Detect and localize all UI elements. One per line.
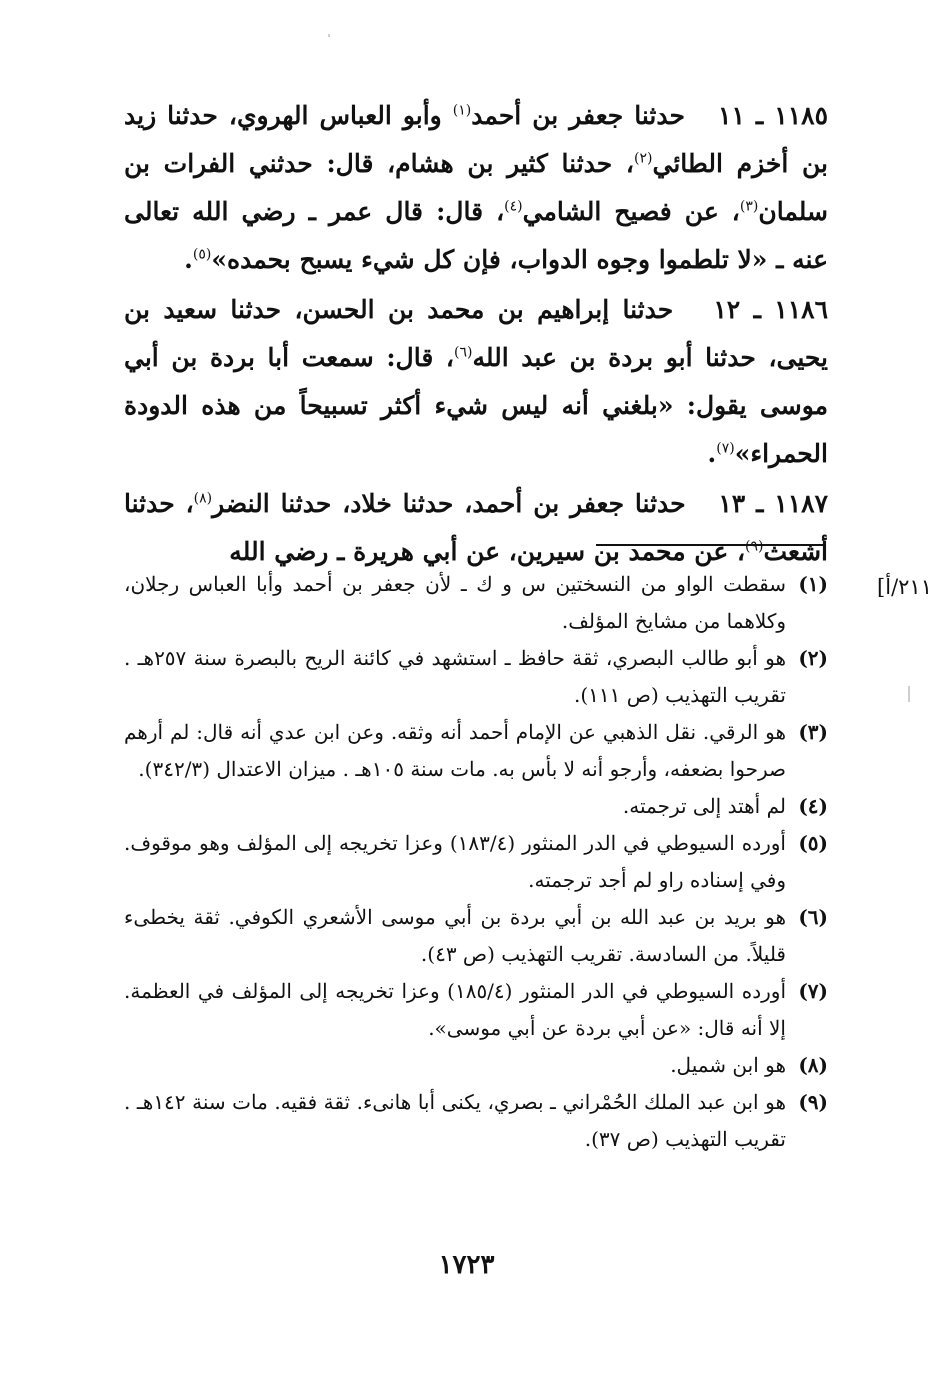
footnote-marker: (١)	[452, 102, 472, 119]
footnote-number: (١)	[798, 572, 828, 596]
hadith-paragraph	[124, 286, 828, 478]
text-segment: ، عن فصيح الشامي	[522, 197, 740, 226]
hadith-number: ١١٨٧ ـ ١٣	[718, 489, 829, 518]
text-segment: وأبو العباس الهروي، حدثنا زيد بن أخزم الطائي	[124, 101, 828, 178]
footnotes	[124, 566, 828, 1158]
footnote-marker: (٢)	[634, 150, 653, 167]
text-segment: ، قال: سمعت أبا بردة بن أبي موسى يقول: «بلغني أنه ليس شيء أكثر تسبيحاً من هذه الدودة الحمراء»	[124, 343, 828, 468]
footnote-number: (٥)	[798, 831, 828, 855]
footnote-separator	[596, 544, 824, 546]
footnote-item	[124, 899, 828, 973]
footnote-number: (٩)	[798, 1090, 828, 1114]
scan-mark	[908, 686, 910, 702]
footnote-item	[124, 1047, 828, 1084]
footnote-text: هو ابن شميل.	[670, 1053, 786, 1077]
footnote-marker: (٥)	[192, 246, 212, 263]
page-number: ١٧٢٣	[438, 1250, 495, 1280]
footnote-text: هو بريد بن عبد الله بن أبي بردة بن أبي موسى الأشعري الكوفي. ثقة يخطىء قليلاً. من السادسة. تقريب التهذيب (ص ٤٣).	[124, 905, 786, 966]
footnote-number: (٨)	[798, 1053, 828, 1077]
footnote-item	[124, 566, 828, 640]
footnote-text: هو ابن عبد الملك الحُمْراني ـ بصري، يكنى أبا هانىء. ثقة فقيه. مات سنة ١٤٢هـ . تقريب التهذيب (ص ٣٧).	[124, 1090, 786, 1151]
text-segment: ، حدثنا أشعث	[124, 489, 828, 566]
footnote-text: سقطت الواو من النسختين س و ك ـ لأن جعفر بن أحمد وأبا العباس رجلان، وكلاهما من مشايخ المؤلف.	[124, 572, 786, 633]
footnote-item	[124, 973, 828, 1047]
footnote-marker: (٦)	[453, 344, 473, 361]
footnote-marker: (٨)	[193, 490, 213, 507]
footnote-number: (٦)	[798, 905, 828, 929]
footnote-marker: (٤)	[504, 198, 523, 215]
footnote-text: أورده السيوطي في الدر المنثور (١٨٥/٤) وعزا تخريجه إلى المؤلف في العظمة. إلا أنه قال: «عن أبي بردة عن أبي موسى».	[124, 979, 786, 1040]
footnote-text: هو أبو طالب البصري، ثقة حافظ ـ استشهد في كائنة الريح بالبصرة سنة ٢٥٧هـ . تقريب التهذيب (ص ١١١).	[124, 646, 786, 707]
hadith-number: ١١٨٦ ـ ١٢	[713, 295, 828, 324]
hadith-paragraph	[124, 92, 828, 284]
hadith-number: ١١٨٥ ـ ١١	[718, 101, 829, 130]
footnote-item	[124, 788, 828, 825]
footnote-marker: (٣)	[739, 198, 759, 215]
main-text	[124, 92, 828, 578]
footnote-text: هو الرقي. نقل الذهبي عن الإمام أحمد أنه وثقه. وعن ابن عدي أنه قال: لم أرهم صرحوا بضعفه، وأرجو أنه لا بأس به. مات سنة ١٠٥هـ . ميزان الاعتدال (٣٤٢/٣).	[124, 720, 786, 781]
text-segment: .	[707, 439, 717, 468]
manuscript-folio-note: ٢١١/أ]	[877, 575, 932, 599]
footnote-item	[124, 825, 828, 899]
scan-mark	[328, 34, 330, 37]
footnote-item	[124, 1084, 828, 1158]
footnote-number: (٣)	[798, 720, 828, 744]
text-segment: حدثنا إبراهيم بن محمد بن الحسن، حدثنا سعيد بن يحيى، حدثنا أبو بردة بن عبد الله	[124, 295, 828, 372]
text-segment: حدثنا جعفر بن أحمد	[471, 101, 685, 130]
text-segment: .	[184, 245, 193, 274]
footnote-number: (٧)	[798, 979, 828, 1003]
footnote-text: لم أهتد إلى ترجمته.	[622, 794, 786, 818]
footnote-text: أورده السيوطي في الدر المنثور (١٨٣/٤) وعزا تخريجه إلى المؤلف وهو موقوف. وفي إسناده راو لم أجد ترجمته.	[124, 831, 786, 892]
footnote-item	[124, 714, 828, 788]
text-segment: ، قال: قال عمر ـ رضي الله تعالى عنه ـ «لا تلطموا وجوه الدواب، فإن كل شيء يسبح بحمده»	[124, 197, 828, 274]
footnote-item	[124, 640, 828, 714]
footnote-marker: (٧)	[716, 440, 735, 457]
footnote-number: (٢)	[798, 646, 828, 670]
text-segment: ، حدثنا كثير بن هشام، قال: حدثني الفرات بن سلمان	[124, 149, 828, 226]
text-segment: ، عن محمد بن سيرين، عن أبي هريرة ـ رضي الله	[229, 537, 746, 566]
footnote-marker: (٩)	[745, 538, 764, 555]
text-segment: حدثنا جعفر بن أحمد، حدثنا خلاد، حدثنا النضر	[212, 489, 686, 518]
hadith-paragraph	[124, 480, 828, 576]
footnote-number: (٤)	[798, 794, 828, 818]
